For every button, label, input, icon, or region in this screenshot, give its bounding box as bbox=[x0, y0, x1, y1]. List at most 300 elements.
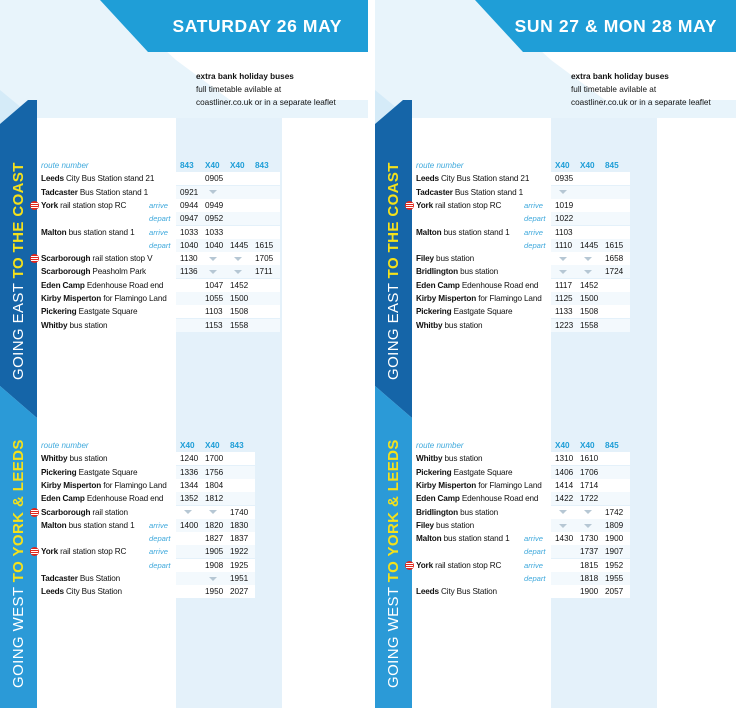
departure-time: 1658 bbox=[605, 254, 624, 264]
table-row bbox=[375, 199, 736, 212]
departure-time: 1615 bbox=[605, 240, 624, 250]
not-stopping-marker bbox=[555, 519, 579, 532]
down-triangle-icon bbox=[209, 510, 217, 514]
departure-time: 1804 bbox=[205, 480, 224, 490]
departure-time: 1907 bbox=[605, 547, 624, 557]
departure-time: 1827 bbox=[205, 534, 224, 544]
stop-detail: rail station stop RC bbox=[58, 547, 127, 557]
stop-detail: bus station bbox=[442, 320, 483, 330]
departure-time: 1040 bbox=[205, 240, 224, 250]
rail-icon bbox=[30, 201, 39, 210]
route-header-row bbox=[375, 439, 736, 452]
table-row bbox=[0, 319, 368, 332]
departure-time: 1714 bbox=[580, 480, 599, 490]
departure-time: 1950 bbox=[205, 587, 224, 597]
stop-town: Tadcaster bbox=[41, 187, 78, 197]
note-title: extra bank holiday buses bbox=[196, 72, 294, 81]
departure-time: 1900 bbox=[605, 534, 624, 544]
stop-town: Whitby bbox=[416, 454, 443, 464]
not-stopping-marker bbox=[555, 186, 579, 199]
departure-time: 1400 bbox=[180, 520, 199, 530]
departure-time: 0921 bbox=[180, 187, 199, 197]
stop-town: Scarborough bbox=[41, 267, 91, 277]
departure-time: 1905 bbox=[205, 547, 224, 557]
route-number: 843 bbox=[230, 441, 244, 450]
stop-name bbox=[416, 279, 538, 292]
route-number-label: route number bbox=[41, 161, 89, 170]
table-row bbox=[0, 519, 368, 532]
departure-time: 1820 bbox=[205, 520, 224, 530]
stop-detail: bus station bbox=[442, 454, 483, 464]
stop-town: Pickering bbox=[416, 307, 452, 317]
note-line2: coastliner.co.uk or in a separate leaflet bbox=[196, 98, 336, 107]
departure-time: 1740 bbox=[230, 507, 249, 517]
not-stopping-marker bbox=[230, 265, 254, 278]
stop-name bbox=[416, 292, 542, 305]
stop-detail: for Flamingo Land bbox=[476, 294, 542, 303]
rail-icon bbox=[30, 508, 39, 517]
departure-time: 1125 bbox=[555, 294, 573, 303]
route-number: X40 bbox=[205, 441, 220, 450]
table-row bbox=[375, 452, 736, 465]
stop-name bbox=[41, 199, 126, 212]
table-row bbox=[375, 532, 736, 545]
table-row bbox=[0, 226, 368, 239]
arrive-depart-label: arrive bbox=[524, 560, 543, 570]
down-triangle-icon bbox=[234, 257, 242, 261]
arrive-depart-label: arrive bbox=[149, 227, 168, 237]
stop-name bbox=[416, 479, 542, 492]
stop-town: Tadcaster bbox=[41, 574, 78, 583]
arrive-depart-label: depart bbox=[524, 547, 546, 557]
departure-time: 1136 bbox=[180, 267, 198, 277]
departure-time: 1925 bbox=[230, 560, 249, 570]
departure-time: 1610 bbox=[580, 454, 599, 464]
east-going-label: GOING EAST bbox=[10, 282, 27, 380]
stop-town: York bbox=[41, 547, 58, 557]
stop-name bbox=[416, 252, 474, 265]
stop-detail: bus station bbox=[458, 267, 499, 277]
stop-name bbox=[416, 265, 498, 278]
departure-time: 0935 bbox=[555, 174, 574, 184]
stop-name bbox=[416, 559, 501, 572]
departure-time: 1737 bbox=[580, 547, 599, 557]
route-number: X40 bbox=[580, 161, 595, 170]
stop-name bbox=[41, 172, 154, 185]
stop-town: Whitby bbox=[416, 320, 443, 330]
departure-time: 2027 bbox=[230, 587, 249, 597]
not-stopping-marker bbox=[205, 572, 229, 585]
stop-detail: Edenhouse Road end bbox=[459, 280, 539, 290]
stop-town: Kirby Misperton bbox=[41, 294, 102, 303]
departure-time: 1422 bbox=[555, 494, 574, 504]
day-title: SATURDAY 26 MAY bbox=[172, 16, 342, 36]
stop-name bbox=[416, 585, 497, 598]
departure-time: 1955 bbox=[605, 574, 624, 583]
east-dest-label: TO THE COAST bbox=[385, 162, 402, 279]
route-number: X40 bbox=[230, 161, 245, 170]
stop-name bbox=[416, 506, 498, 519]
stop-town: Filey bbox=[416, 254, 434, 264]
not-stopping-marker bbox=[180, 506, 204, 519]
stop-detail: Bus Station bbox=[77, 574, 121, 583]
down-triangle-icon bbox=[209, 270, 217, 274]
table-row bbox=[0, 545, 368, 558]
departure-time: 2057 bbox=[605, 587, 624, 597]
stop-town: Pickering bbox=[41, 467, 77, 477]
stop-detail: bus station bbox=[67, 454, 108, 464]
note-line1: full timetable avilable at bbox=[571, 85, 657, 94]
route-number-label: route number bbox=[416, 441, 464, 450]
stop-town: Pickering bbox=[41, 307, 77, 317]
stop-detail: Edenhouse Road end bbox=[84, 494, 164, 504]
table-row bbox=[375, 212, 736, 225]
stop-detail: Eastgate Square bbox=[451, 467, 513, 477]
departure-time: 1724 bbox=[605, 267, 624, 277]
departure-time: 1705 bbox=[255, 254, 274, 264]
down-triangle-icon bbox=[559, 524, 567, 528]
route-number: X40 bbox=[205, 161, 220, 170]
table-row bbox=[0, 172, 368, 185]
down-triangle-icon bbox=[584, 257, 592, 261]
not-stopping-marker bbox=[555, 252, 579, 265]
departure-time: 1615 bbox=[255, 240, 274, 250]
arrive-depart-label: depart bbox=[149, 560, 171, 570]
stop-detail: Eastgate Square bbox=[76, 467, 138, 477]
stop-detail: Bus Station stand 1 bbox=[452, 187, 524, 197]
table-row bbox=[0, 199, 368, 212]
not-stopping-marker bbox=[205, 265, 229, 278]
note bbox=[196, 70, 336, 109]
down-triangle-icon bbox=[559, 510, 567, 514]
route-number: X40 bbox=[580, 441, 595, 450]
departure-time: 1103 bbox=[205, 307, 223, 317]
departure-time: 1352 bbox=[180, 494, 199, 504]
stop-town: Leeds bbox=[41, 587, 64, 597]
panel-gap bbox=[368, 0, 375, 708]
not-stopping-marker bbox=[555, 265, 579, 278]
departure-time: 1019 bbox=[555, 200, 574, 210]
west-dest-label: TO YORK & LEEDS bbox=[385, 439, 402, 583]
departure-time: 1809 bbox=[605, 520, 624, 530]
west-going-label: GOING WEST bbox=[10, 586, 27, 688]
table-row bbox=[0, 479, 368, 492]
stop-name bbox=[41, 545, 126, 558]
departure-time: 1133 bbox=[555, 307, 573, 317]
east-dest-label: TO THE COAST bbox=[10, 162, 27, 279]
departure-time: 1452 bbox=[230, 280, 249, 290]
stop-name bbox=[41, 519, 135, 532]
down-triangle-icon bbox=[209, 190, 217, 194]
departure-time: 1908 bbox=[205, 560, 224, 570]
departure-time: 1033 bbox=[205, 227, 224, 237]
stop-detail: City Bus Station bbox=[63, 587, 122, 597]
departure-time: 1117 bbox=[555, 280, 572, 290]
stop-town: Malton bbox=[41, 520, 67, 530]
stop-name bbox=[41, 319, 107, 332]
departure-time: 1837 bbox=[230, 534, 249, 544]
table-row bbox=[0, 292, 368, 305]
departure-time: 1445 bbox=[580, 240, 599, 250]
down-triangle-icon bbox=[559, 190, 567, 194]
arrive-depart-label: depart bbox=[149, 240, 171, 250]
stop-name bbox=[41, 479, 167, 492]
departure-time: 1922 bbox=[230, 547, 249, 557]
departure-time: 1040 bbox=[180, 240, 199, 250]
route-number: X40 bbox=[555, 161, 570, 170]
stop-name bbox=[416, 452, 482, 465]
arrive-depart-label: depart bbox=[524, 214, 546, 224]
not-stopping-marker bbox=[580, 506, 604, 519]
table-row bbox=[0, 585, 368, 598]
table-row bbox=[375, 466, 736, 479]
route-number: 845 bbox=[605, 161, 619, 170]
departure-time: 1900 bbox=[580, 587, 599, 597]
stop-detail: rail station bbox=[90, 507, 128, 517]
table-row bbox=[375, 172, 736, 185]
table-row bbox=[0, 452, 368, 465]
route-number-label: route number bbox=[41, 441, 89, 450]
route-header-row bbox=[0, 159, 368, 172]
table-row bbox=[0, 252, 368, 265]
down-triangle-icon bbox=[209, 257, 217, 261]
route-header-row bbox=[375, 159, 736, 172]
not-stopping-marker bbox=[205, 506, 229, 519]
table-row bbox=[375, 239, 736, 252]
stop-town: Eden Camp bbox=[416, 280, 460, 290]
rail-icon bbox=[405, 561, 414, 570]
stop-detail: Edenhouse Road end bbox=[84, 280, 164, 290]
stop-detail: bus station stand 1 bbox=[441, 534, 510, 544]
stop-detail: bus station stand 1 bbox=[66, 520, 135, 530]
stop-name bbox=[41, 305, 137, 318]
stop-town: Pickering bbox=[416, 467, 452, 477]
departure-time: 1047 bbox=[205, 280, 224, 290]
stop-name bbox=[41, 506, 128, 519]
stop-town: Scarborough bbox=[41, 507, 91, 517]
arrive-depart-label: arrive bbox=[149, 547, 168, 557]
stop-name bbox=[41, 452, 107, 465]
departure-time: 1730 bbox=[580, 534, 599, 544]
departure-time: 1952 bbox=[605, 560, 624, 570]
table-row bbox=[0, 239, 368, 252]
table-row bbox=[375, 506, 736, 519]
table-row bbox=[0, 265, 368, 278]
route-number: 843 bbox=[255, 161, 269, 170]
stop-detail: City Bus Station stand 21 bbox=[438, 174, 530, 184]
table-row bbox=[0, 466, 368, 479]
table-row bbox=[0, 279, 368, 292]
table-row bbox=[375, 559, 736, 572]
departure-time: 1153 bbox=[205, 320, 223, 330]
stop-town: York bbox=[416, 200, 433, 210]
stop-name bbox=[416, 172, 529, 185]
stop-town: Bridlington bbox=[416, 507, 459, 517]
rail-icon bbox=[30, 547, 39, 556]
down-triangle-icon bbox=[584, 524, 592, 528]
west-going-label: GOING WEST bbox=[385, 586, 402, 688]
stop-name bbox=[416, 305, 512, 318]
west-dest-label: TO YORK & LEEDS bbox=[10, 439, 27, 583]
east-going-label: GOING EAST bbox=[385, 282, 402, 380]
stop-detail: rail station stop RC bbox=[433, 200, 502, 210]
stop-name bbox=[416, 226, 510, 239]
departure-time: 1103 bbox=[555, 227, 573, 237]
down-triangle-icon bbox=[209, 577, 217, 581]
departure-time: 1055 bbox=[205, 294, 224, 303]
down-triangle-icon bbox=[584, 270, 592, 274]
down-triangle-icon bbox=[584, 510, 592, 514]
departure-time: 1336 bbox=[180, 467, 199, 477]
down-triangle-icon bbox=[184, 510, 192, 514]
not-stopping-marker bbox=[205, 186, 229, 199]
departure-time: 1110 bbox=[555, 240, 572, 250]
table-row bbox=[375, 572, 736, 585]
stop-town: Whitby bbox=[41, 454, 68, 464]
arrive-depart-label: arrive bbox=[524, 534, 543, 544]
not-stopping-marker bbox=[555, 506, 579, 519]
route-number: X40 bbox=[555, 441, 570, 450]
stop-name bbox=[416, 186, 523, 199]
arrive-depart-label: arrive bbox=[149, 520, 168, 530]
not-stopping-marker bbox=[580, 519, 604, 532]
stop-detail: Eastgate Square bbox=[451, 307, 513, 317]
route-header-row bbox=[0, 439, 368, 452]
departure-time: 1500 bbox=[230, 294, 249, 303]
departure-time: 1830 bbox=[230, 520, 249, 530]
table-row bbox=[375, 319, 736, 332]
departure-time: 0947 bbox=[180, 214, 199, 224]
stop-town: Kirby Misperton bbox=[41, 480, 102, 490]
departure-time: 1452 bbox=[580, 280, 599, 290]
stop-name bbox=[41, 265, 146, 278]
stop-town: Eden Camp bbox=[41, 494, 85, 504]
table-row bbox=[375, 492, 736, 505]
table-row bbox=[0, 572, 368, 585]
down-triangle-icon bbox=[559, 270, 567, 274]
table-row bbox=[0, 186, 368, 199]
stop-town: Malton bbox=[416, 227, 442, 237]
stop-town: Malton bbox=[416, 534, 442, 544]
departure-time: 1344 bbox=[180, 480, 199, 490]
departure-time: 0952 bbox=[205, 214, 224, 224]
table-row bbox=[375, 226, 736, 239]
departure-time: 1558 bbox=[230, 320, 249, 330]
departure-time: 1223 bbox=[555, 320, 574, 330]
stop-detail: bus station bbox=[433, 254, 474, 264]
table-row bbox=[375, 279, 736, 292]
stop-detail: Edenhouse Road end bbox=[459, 494, 539, 504]
not-stopping-marker bbox=[205, 252, 229, 265]
stop-name bbox=[416, 519, 474, 532]
route-number: 845 bbox=[605, 441, 619, 450]
stop-town: York bbox=[416, 560, 433, 570]
arrive-depart-label: depart bbox=[149, 534, 171, 544]
stop-detail: bus station bbox=[458, 507, 499, 517]
arrive-depart-label: arrive bbox=[524, 200, 543, 210]
stop-detail: for Flamingo Land bbox=[101, 294, 167, 303]
departure-time: 1445 bbox=[230, 240, 249, 250]
stop-detail: bus station stand 1 bbox=[441, 227, 510, 237]
departure-time: 1742 bbox=[605, 507, 624, 517]
departure-time: 0944 bbox=[180, 200, 199, 210]
departure-time: 1508 bbox=[230, 307, 249, 317]
stop-name bbox=[41, 492, 163, 505]
stop-town: Kirby Misperton bbox=[416, 480, 477, 490]
arrive-depart-label: depart bbox=[524, 574, 546, 583]
route-number: X40 bbox=[180, 441, 195, 450]
departure-time: 0905 bbox=[205, 174, 224, 184]
stop-town: Scarborough bbox=[41, 254, 91, 264]
departure-time: 1500 bbox=[580, 294, 599, 303]
day-title: SUN 27 & MON 28 MAY bbox=[514, 16, 717, 36]
stop-town: Leeds bbox=[416, 587, 439, 597]
note-line2: coastliner.co.uk or in a separate leaflet bbox=[571, 98, 711, 107]
table-row bbox=[0, 305, 368, 318]
departure-time: 1508 bbox=[580, 307, 599, 317]
stop-town: Leeds bbox=[41, 174, 64, 184]
stop-name bbox=[41, 466, 137, 479]
stop-town: Eden Camp bbox=[416, 494, 460, 504]
stop-town: Tadcaster bbox=[416, 187, 453, 197]
stop-detail: rail station stop RC bbox=[433, 560, 502, 570]
stop-detail: bus station stand 1 bbox=[66, 227, 135, 237]
stop-town: Whitby bbox=[41, 320, 68, 330]
note-line1: full timetable avilable at bbox=[196, 85, 282, 94]
stop-name bbox=[41, 252, 152, 265]
table-row bbox=[0, 212, 368, 225]
departure-time: 1558 bbox=[580, 320, 599, 330]
stop-town: Kirby Misperton bbox=[416, 294, 477, 303]
stop-name bbox=[41, 572, 120, 585]
table-row bbox=[375, 186, 736, 199]
table-row bbox=[375, 585, 736, 598]
table-row bbox=[0, 492, 368, 505]
stop-detail: for Flamingo Land bbox=[101, 480, 167, 490]
stop-town: Leeds bbox=[416, 174, 439, 184]
departure-time: 1414 bbox=[555, 480, 574, 490]
table-row bbox=[375, 305, 736, 318]
table-row bbox=[375, 479, 736, 492]
rail-icon bbox=[30, 254, 39, 263]
stop-name bbox=[41, 186, 148, 199]
departure-time: 1818 bbox=[580, 574, 599, 583]
table-row bbox=[375, 265, 736, 278]
not-stopping-marker bbox=[580, 265, 604, 278]
table-row bbox=[0, 532, 368, 545]
departure-time: 1406 bbox=[555, 467, 574, 477]
stop-name bbox=[41, 279, 163, 292]
stop-town: York bbox=[41, 200, 58, 210]
arrive-depart-label: arrive bbox=[149, 200, 168, 210]
down-triangle-icon bbox=[559, 257, 567, 261]
departure-time: 1756 bbox=[205, 467, 224, 477]
stop-detail: City Bus Station stand 21 bbox=[63, 174, 155, 184]
stop-detail: Eastgate Square bbox=[76, 307, 138, 317]
departure-time: 1812 bbox=[205, 494, 224, 504]
stop-name bbox=[416, 492, 538, 505]
arrive-depart-label: arrive bbox=[524, 227, 543, 237]
not-stopping-marker bbox=[580, 252, 604, 265]
stop-name bbox=[416, 199, 501, 212]
stop-detail: for Flamingo Land bbox=[476, 480, 542, 490]
table-row bbox=[0, 506, 368, 519]
table-row bbox=[375, 519, 736, 532]
note bbox=[571, 70, 711, 109]
not-stopping-marker bbox=[230, 252, 254, 265]
stop-name bbox=[41, 226, 135, 239]
stop-detail: rail station stop V bbox=[90, 254, 153, 264]
